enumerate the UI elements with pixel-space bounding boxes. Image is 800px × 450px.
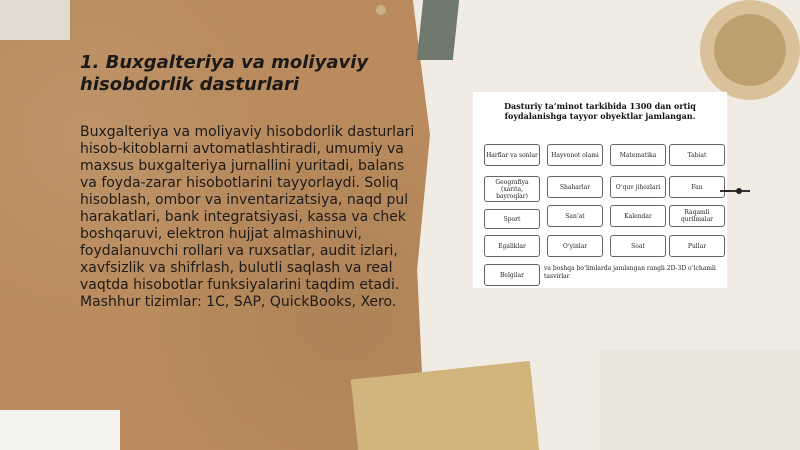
diagram-title: Dasturiy ta’minot tarkibida 1300 dan ortiq foydalanishga tayyor obyektlar jamlangan. (504, 101, 696, 121)
diagram-box: Tabiat (669, 144, 725, 166)
diagram-note: va boshqa bo‘limlarda jamlangan rangli 2D-3D o‘lchamli tasvirlar (544, 265, 716, 280)
diagram-box: Egaliklar (484, 235, 540, 257)
tape-strip (0, 0, 70, 40)
diagram-box: Matematika (610, 144, 666, 166)
paper-scrap-right (600, 350, 800, 450)
green-tape-strip (417, 0, 459, 60)
arrow-dot (736, 188, 742, 194)
photo-inner (714, 14, 786, 86)
diagram-box: Pullar (669, 235, 725, 257)
diagram-box: San’at (547, 205, 603, 227)
photo-corner (700, 0, 800, 100)
diagram-box: Sport (484, 209, 540, 229)
diagram-box: O‘quv jihozlari (610, 176, 666, 198)
diagram-box: Harflar va sonlar (484, 144, 540, 166)
paper-scrap (0, 410, 120, 450)
pin-icon (376, 5, 386, 15)
diagram-box: O‘yinlar (547, 235, 603, 257)
diagram-box: Hayvonot olami (547, 144, 603, 166)
diagram-box: Raqamli qurilmalar (669, 205, 725, 227)
diagram-box: Kalendar (610, 205, 666, 227)
diagram-box: Geografiya (xarita, bayroqlar) (484, 176, 540, 202)
diagram-box: Soat (610, 235, 666, 257)
diagram-box: Belgilar (484, 264, 540, 286)
slide-body-text: Buxgalteriya va moliyaviy hisobdorlik dasturlari hisob-kitoblarni avtomatlashtiradi, umumiy va maxsus buxgalteriya jurnallini yuritadi, balans va foyda-zarar hisobotlarini tayyorlaydi. Soliq hisoblash, ombor va inventarizatsiya, naqd pul harakatlari, bank integratsiyasi, kassa va chek boshqaruvi, elektron hujjat almashinuvi, foydalanuvchi rollari va ruxsatlar, audit izlari, xavfsizlik va shifrlash, bulutli saqlash va real vaqtda hisobotlar funksiyalarini taqdim etadi. Mashhur tizimlar: 1C, SAP, QuickBooks, Xero. (80, 124, 415, 310)
arrow-tick (724, 190, 730, 192)
diagram-box: Shaharlar (547, 176, 603, 198)
slide-title: 1. Buxgalteriya va moliyaviy hisobdorlik dasturlari (80, 52, 369, 95)
diagram-box: Fan (669, 176, 725, 198)
